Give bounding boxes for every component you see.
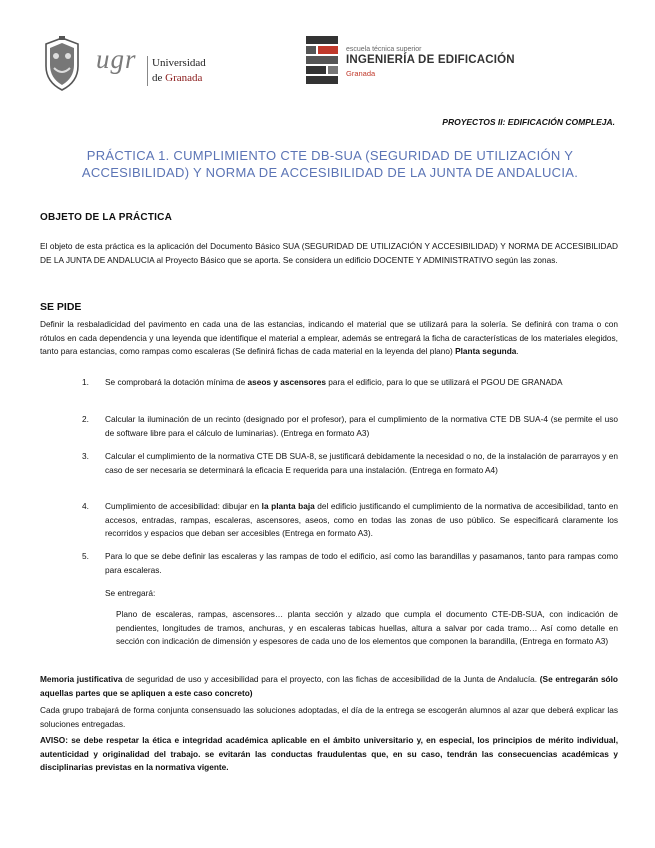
- sepide-end: .: [516, 346, 519, 356]
- sepide-text: Definir la resbaladicidad del pavimento en cada una de las estancias, indicando el material que se utilizará para la solería. Se definirá con trama o con rótulos en cada dependencia y una leyenda que identifique el material a emplear, además se entregará la ficha de características de los materiales elegidos, tanto para estancias, como rampas como escaleras (Se definirá fichas de cada material en la leyenda del plano): [40, 319, 618, 356]
- list-item-number: 1.: [82, 377, 89, 387]
- entregara-label: Se entregará:: [105, 588, 156, 598]
- list-item-number: 4.: [82, 501, 89, 511]
- objeto-heading: OBJETO DE LA PRÁCTICA: [40, 212, 172, 223]
- university-name-line1: Universidad: [152, 57, 206, 69]
- list-item-number: 5.: [82, 551, 89, 561]
- list-item-number: 3.: [82, 451, 89, 461]
- memoria-paragraph: [40, 673, 618, 700]
- list-item-pre: Cumplimiento de accesibilidad: dibujar en: [105, 501, 262, 511]
- memoria-bold-note: (Se entregarán sólo aquellas partes que se apliquen a este caso concreto): [40, 674, 618, 698]
- list-item-text: [105, 376, 618, 390]
- memoria-bold-title: Memoria justificativa: [40, 674, 123, 684]
- list-item-number: 2.: [82, 414, 89, 424]
- list-item-bold: aseos y ascensores: [247, 377, 326, 387]
- school-name: INGENIERÍA DE EDIFICACIÓN: [346, 54, 515, 66]
- sepide-bold: Planta segunda: [455, 346, 517, 356]
- objeto-paragraph: El objeto de esta práctica es la aplicación del Documento Básico SUA (SEGURIDAD DE UTILIZACIÓN Y ACCESIBILIDAD) Y NORMA DE ACCESIBILIDAD DE LA JUNTA DE ANDALUCIA al Proyecto Básico que se aporta. Se considera un edificio DOCENTE Y ADMINISTRATIVO según las zonas.: [40, 241, 618, 265]
- list-item-pre: Se comprobará la dotación mínima de: [105, 377, 248, 387]
- entregara-paragraph: Plano de escaleras, rampas, ascensores… planta sección y alzado que cumpla el documento CTE-DB-SUA, con indicación de pendientes, longitudes de tramos, anchuras, y en escaleras tabicas huellas, altura a salvar por cada tramo… Así como detalle en sección con indicación de dimensión y espesores de cada uno de los elementos que componen la barandilla, (Entrega en formato A3): [116, 609, 618, 646]
- warning-paragraph: AVISO: se debe respetar la ética e integridad académica aplicable en el ámbito universitario y, en especial, los principios de mérito individual, autenticidad y originalidad del trabajo. se evitarán las conductas fraudulentas que, en su caso, tendrán las consecuencias académicas y disciplinarias previstas en la normativa vigente.: [40, 735, 618, 772]
- stacked-bars-icon: [304, 34, 340, 90]
- university-name-prefix: de: [152, 72, 166, 84]
- school-city: Granada: [346, 69, 376, 78]
- memoria-text: de seguridad de uso y accesibilidad para el proyecto, con las fichas de accesibilidad de la Junta de Andalucía.: [122, 674, 540, 684]
- list-item-text: Calcular la iluminación de un recinto (designado por el profesor), para el cumplimiento de la normativa CTE DB SUA-4 (se permite el uso de software libre para el cálculo de luminarias). (Entrega en formato A3): [105, 414, 618, 438]
- list-item-text: [105, 500, 618, 541]
- sepide-paragraph: [40, 318, 618, 359]
- list-item-text: Para lo que se debe definir las escaleras y las rampas de todo el edificio, así como las barandillas y pasamanos, tanto para rampas como para escaleras.: [105, 551, 618, 575]
- sepide-heading: SE PIDE: [40, 301, 82, 313]
- page-title: PRÁCTICA 1. CUMPLIMIENTO CTE DB-SUA (SEGURIDAD DE UTILIZACIÓN Y ACCESIBILIDAD) Y NORMA DE ACCESIBILIDAD DE LA JUNTA DE ANDALUCIA.: [81, 148, 579, 180]
- university-name-line2: [152, 71, 206, 86]
- group-work-paragraph: Cada grupo trabajará de forma conjunta consensuado las soluciones adoptadas, el día de la entrega se escogerán alumnos al azar que deberá explicar las soluciones entregadas.: [40, 705, 618, 729]
- ugr-wordmark: ugr: [96, 44, 137, 74]
- list-item-post: del edificio justificando el cumplimiento de la normativa de accesibilidad, tanto en accesos, entradas, rampas, escaleras, ascensores, aseos, como en todas las zonas de uso público. Se especificará claramente los recorridos y espacios que deban ser accesibles (Entrega en formato A3).: [105, 501, 618, 538]
- list-item-text: Calcular el cumplimiento de la normativa CTE DB SUA-8, se justificará debidamente la necesidad o no, de la instalación de pararrayos y en caso de ser necesaria se determinará la eficacia E requerida para una instalación. (Entrega en formato A4): [105, 451, 618, 475]
- list-item-post: para el edificio, para lo que se utilizará el PGOU DE GRANADA: [325, 377, 563, 387]
- list-item-bold: la planta baja: [261, 501, 315, 511]
- course-name: PROYECTOS II: EDIFICACIÓN COMPLEJA.: [442, 117, 615, 127]
- school-subtitle: escuela técnica superior: [346, 46, 422, 53]
- university-name-city: Granada: [165, 72, 203, 84]
- university-name: [147, 56, 206, 86]
